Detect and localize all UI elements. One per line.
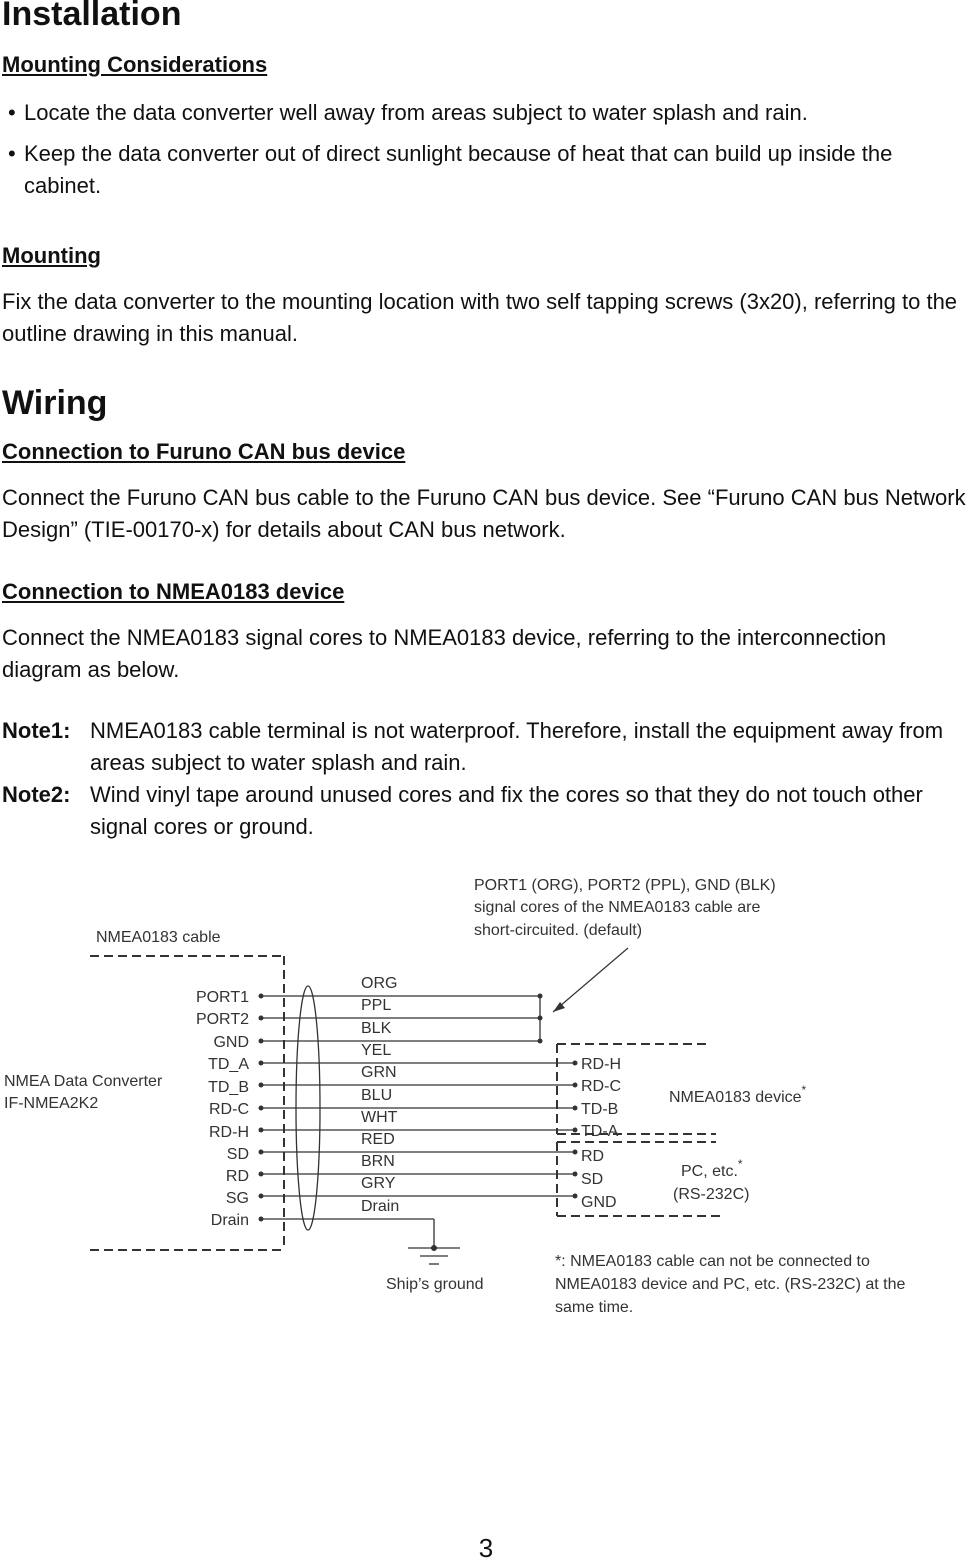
wire-color: BLK [361, 1020, 392, 1037]
pin-label: Drain [210, 1212, 249, 1229]
converter-label-line1: NMEA Data Converter [4, 1073, 163, 1090]
wire-color: GRY [361, 1175, 396, 1192]
page-number: 3 [478, 1533, 494, 1563]
footnote-line3: same time. [555, 1299, 634, 1316]
wire-color-labels [361, 975, 399, 1215]
pin-label: PORT1 [195, 989, 249, 1006]
wire-color: BLU [361, 1087, 393, 1104]
wiring-title: Wiring [2, 384, 108, 422]
note1-label: Note1: [2, 718, 71, 743]
interconnection-diagram [0, 860, 972, 1330]
cable-label: NMEA0183 cable [96, 929, 221, 946]
footnote-line2: NMEA0183 device and PC, etc. (RS-232C) at the [555, 1276, 906, 1293]
pin-label: PORT2 [195, 1011, 249, 1028]
nmea-pin: RD-C [581, 1078, 621, 1095]
pc-pin: SD [581, 1171, 604, 1188]
nmea-pin: TD-B [581, 1101, 619, 1118]
note1-text: NMEA0183 cable terminal is not waterproof. Therefore, install the equipment away from areas subject to water splash and rain. [90, 718, 944, 775]
nmea-text: Connect the NMEA0183 signal cores to NMEA0183 device, referring to the interconnection diagram as below. [2, 625, 887, 682]
mounting-heading: Mounting [2, 243, 101, 268]
pin-label: TD_A [208, 1056, 249, 1073]
pin-label: RD-H [209, 1124, 249, 1141]
short-note-line1: PORT1 (ORG), PORT2 (PPL), GND (BLK) [474, 877, 776, 894]
nmea-pin: RD-H [581, 1056, 621, 1073]
pin-label: SG [225, 1190, 249, 1207]
converter-label-line2: IF-NMEA2K2 [4, 1095, 99, 1112]
wire-color: YEL [361, 1042, 392, 1059]
nmea-heading: Connection to NMEA0183 device [2, 579, 345, 604]
pin-label: RD-C [209, 1101, 249, 1118]
nmea-pin: TD-A [581, 1123, 619, 1140]
ground-label: Ship’s ground [386, 1276, 484, 1293]
bullet-icon: • [8, 100, 16, 125]
pc-label-line1: PC, etc.* [681, 1157, 743, 1180]
wire-color: Drain [361, 1198, 400, 1215]
pin-label: TD_B [208, 1079, 249, 1096]
wire-color: BRN [361, 1153, 395, 1170]
pc-label-line2: (RS-232C) [673, 1186, 750, 1203]
bullet-icon: • [8, 141, 16, 166]
wire-color: ORG [361, 975, 398, 992]
pin-label: SD [226, 1146, 249, 1163]
note2-label: Note2: [2, 782, 71, 807]
wire-color: GRN [361, 1064, 397, 1081]
can-text: Connect the Furuno CAN bus cable to the Furuno CAN bus device. See “Furuno CAN bus Network Design” (TIE-00170-x) for details about CAN bus network. [2, 485, 966, 542]
note2-text: Wind vinyl tape around unused cores and fix the cores so that they do not touch other signal cores or ground. [90, 782, 923, 839]
pin-label: RD [225, 1168, 249, 1185]
pin-label: GND [213, 1034, 249, 1051]
nmea-device-label: NMEA0183 device* [669, 1083, 807, 1106]
wire-color: WHT [361, 1109, 398, 1126]
pc-pin: GND [581, 1194, 617, 1211]
short-note-line3: short-circuited. (default) [474, 922, 643, 939]
wire-color: RED [361, 1131, 395, 1148]
footnote-line1: *: NMEA0183 cable can not be connected to [555, 1253, 870, 1270]
mounting-considerations-heading: Mounting Considerations [2, 52, 268, 77]
pc-pin: RD [581, 1148, 605, 1165]
pin-labels [196, 989, 249, 1229]
mounting-text: Fix the data converter to the mounting location with two self tapping screws (3x20), referring to the outline drawing in this manual. [2, 289, 958, 346]
short-note-line2: signal cores of the NMEA0183 cable are [474, 899, 761, 916]
can-heading: Connection to Furuno CAN bus device [2, 439, 406, 464]
page-title: Installation [2, 0, 182, 33]
wire-color: PPL [361, 997, 392, 1014]
